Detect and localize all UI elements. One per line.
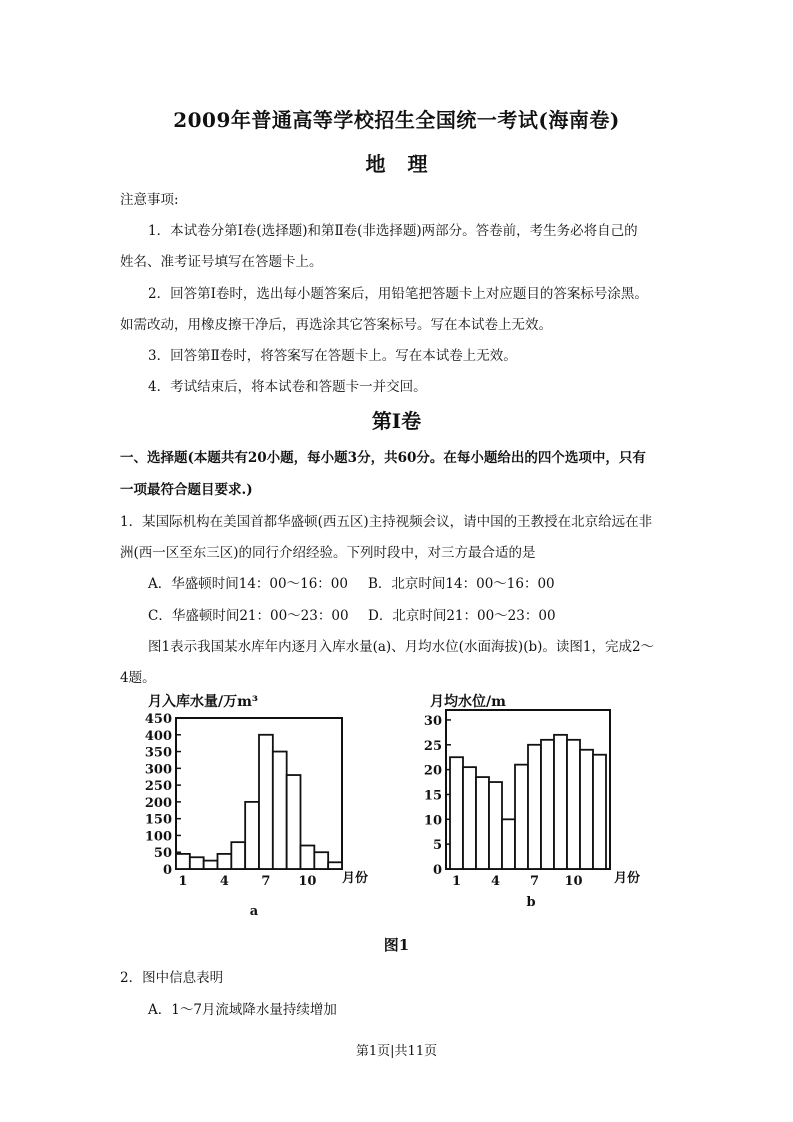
- chart-a-y-tick-label: 200: [144, 795, 172, 811]
- notes-heading: 注意事项:: [120, 192, 179, 208]
- chart-b-x-tick-label: 7: [529, 874, 540, 889]
- chart-b-bar: [463, 767, 476, 869]
- chart-a-bar: [314, 852, 328, 869]
- chart-b-bar: [515, 765, 528, 869]
- q1-option-a: A．华盛顿时间14：00～16：00: [148, 576, 348, 592]
- chart-a-y-tick-label: 350: [144, 745, 172, 761]
- chart-b-bar: [489, 782, 502, 869]
- chart-a-sublabel: a: [249, 904, 259, 919]
- chart-a-inflow: [120, 688, 380, 928]
- chart-a-bar: [328, 862, 342, 869]
- chart-a-bar: [301, 846, 315, 869]
- chart-a-bar: [231, 842, 245, 869]
- chart-a-y-tick-label: 400: [144, 728, 172, 744]
- exam-title: 2009年普通高等学校招生全国统一考试(海南卷): [173, 108, 620, 132]
- q2-stem: 2．图中信息表明: [120, 970, 224, 986]
- chart-a-y-tick-label: 300: [144, 762, 172, 778]
- chart-b-bar: [541, 740, 554, 869]
- chart-a-y-tick-label: 450: [144, 712, 172, 727]
- chart-b-y-tick-label: 25: [423, 738, 442, 754]
- chart-b-bar: [580, 750, 593, 869]
- note-line-3: 2．回答第Ⅰ卷时，选出每小题答案后，用铅笔把答题卡上对应题目的答案标号涂黑。: [148, 286, 648, 302]
- chart-a-bar: [259, 735, 273, 869]
- chart-b-y-tick-label: 5: [432, 838, 442, 854]
- chart-b-bar: [567, 740, 580, 869]
- chart-b-x-tick-label: 4: [490, 874, 501, 889]
- chart-a-bar: [273, 752, 287, 869]
- chart-a-bar: [190, 857, 204, 869]
- chart-b-bar: [593, 755, 606, 869]
- chart-b-x-tick-label: 1: [451, 874, 462, 889]
- chart-b-y-tick-label: 15: [423, 788, 442, 804]
- note-line-6: 4．考试结束后，将本试卷和答题卡一并交回。: [148, 379, 427, 395]
- subject-title: 地理: [365, 152, 450, 176]
- chart-a-x-tick-label: 4: [219, 874, 229, 889]
- note-line-4: 如需改动，用橡皮擦干净后，再选涂其它答案标号。写在本试卷上无效。: [120, 317, 552, 333]
- chart-b-y-tick-label: 30: [423, 713, 442, 729]
- chart-a-x-tick-label: 1: [178, 874, 188, 889]
- q1-option-d: D．北京时间21：00～23：00: [368, 608, 556, 624]
- chart-a-y-tick-label: 150: [144, 812, 172, 828]
- figure-intro-2: 4题。: [120, 670, 156, 686]
- note-line-2: 姓名、准考证号填写在答题卡上。: [120, 254, 323, 270]
- page-footer: 第1页|共11页: [355, 1044, 438, 1059]
- chart-a-bar: [218, 854, 232, 869]
- chart-b-y-tick-label: 10: [423, 813, 442, 829]
- figure-caption: 图1: [383, 936, 410, 954]
- chart-a-x-tick-label: 10: [298, 874, 317, 889]
- chart-a-y-tick-label: 100: [144, 829, 172, 845]
- chart-b-xlabel: 月份: [614, 871, 641, 886]
- section-title: 第Ⅰ卷: [371, 409, 422, 433]
- chart-a-bar: [176, 854, 190, 869]
- chart-b-y-tick-label: 0: [432, 863, 442, 878]
- note-line-1: 1．本试卷分第Ⅰ卷(选择题)和第Ⅱ卷(非选择题)两部分。答卷前，考生务必将自己的: [148, 223, 638, 239]
- part-one-instruction-2: 一项最符合题目要求.): [120, 482, 253, 498]
- chart-b-water-level: [418, 688, 678, 928]
- chart-a-xlabel: 月份: [342, 871, 369, 886]
- chart-b-y-tick-label: 20: [423, 763, 442, 779]
- chart-a-y-tick-label: 250: [144, 779, 172, 795]
- chart-b-bar: [502, 819, 515, 869]
- part-one-instruction-1: 一、选择题(本题共有20小题，每小题3分，共60分。在每小题给出的四个选项中，只有: [120, 450, 646, 466]
- q1-option-b: B．北京时间14：00～16：00: [368, 576, 555, 592]
- chart-b-x-tick-label: 10: [564, 874, 583, 889]
- figure-intro-1: 图1表示我国某水库年内逐月入库水量(a)、月均水位(水面海拔)(b)。读图1，完成2～: [148, 639, 655, 655]
- chart-a-y-tick-label: 50: [153, 846, 172, 862]
- note-line-5: 3．回答第Ⅱ卷时，将答案写在答题卡上。写在本试卷上无效。: [148, 348, 517, 364]
- chart-a-x-tick-label: 7: [261, 874, 271, 889]
- chart-b-bar: [476, 777, 489, 869]
- q1-option-c: C．华盛顿时间21：00～23：00: [148, 608, 349, 624]
- chart-a-bar: [245, 802, 259, 869]
- chart-a-ylabel: 月入库水量/万m³: [148, 694, 259, 710]
- chart-b-bar: [528, 745, 541, 869]
- q1-stem-1: 1．某国际机构在美国首都华盛顿(西五区)主持视频会议，请中国的王教授在北京给远在非: [120, 514, 653, 530]
- chart-a-bar: [287, 775, 301, 869]
- chart-b-sublabel: b: [526, 895, 536, 910]
- chart-b-bar: [450, 757, 463, 869]
- q2-option-a: A．1～7月流域降水量持续增加: [148, 1002, 337, 1018]
- chart-a-bar: [204, 861, 218, 869]
- chart-a-y-tick-label: 0: [162, 863, 172, 878]
- chart-b-bar: [554, 735, 567, 869]
- chart-b-ylabel: 月均水位/m: [430, 694, 506, 710]
- q1-stem-2: 洲(西一区至东三区)的同行介绍经验。下列时段中，对三方最合适的是: [120, 545, 536, 561]
